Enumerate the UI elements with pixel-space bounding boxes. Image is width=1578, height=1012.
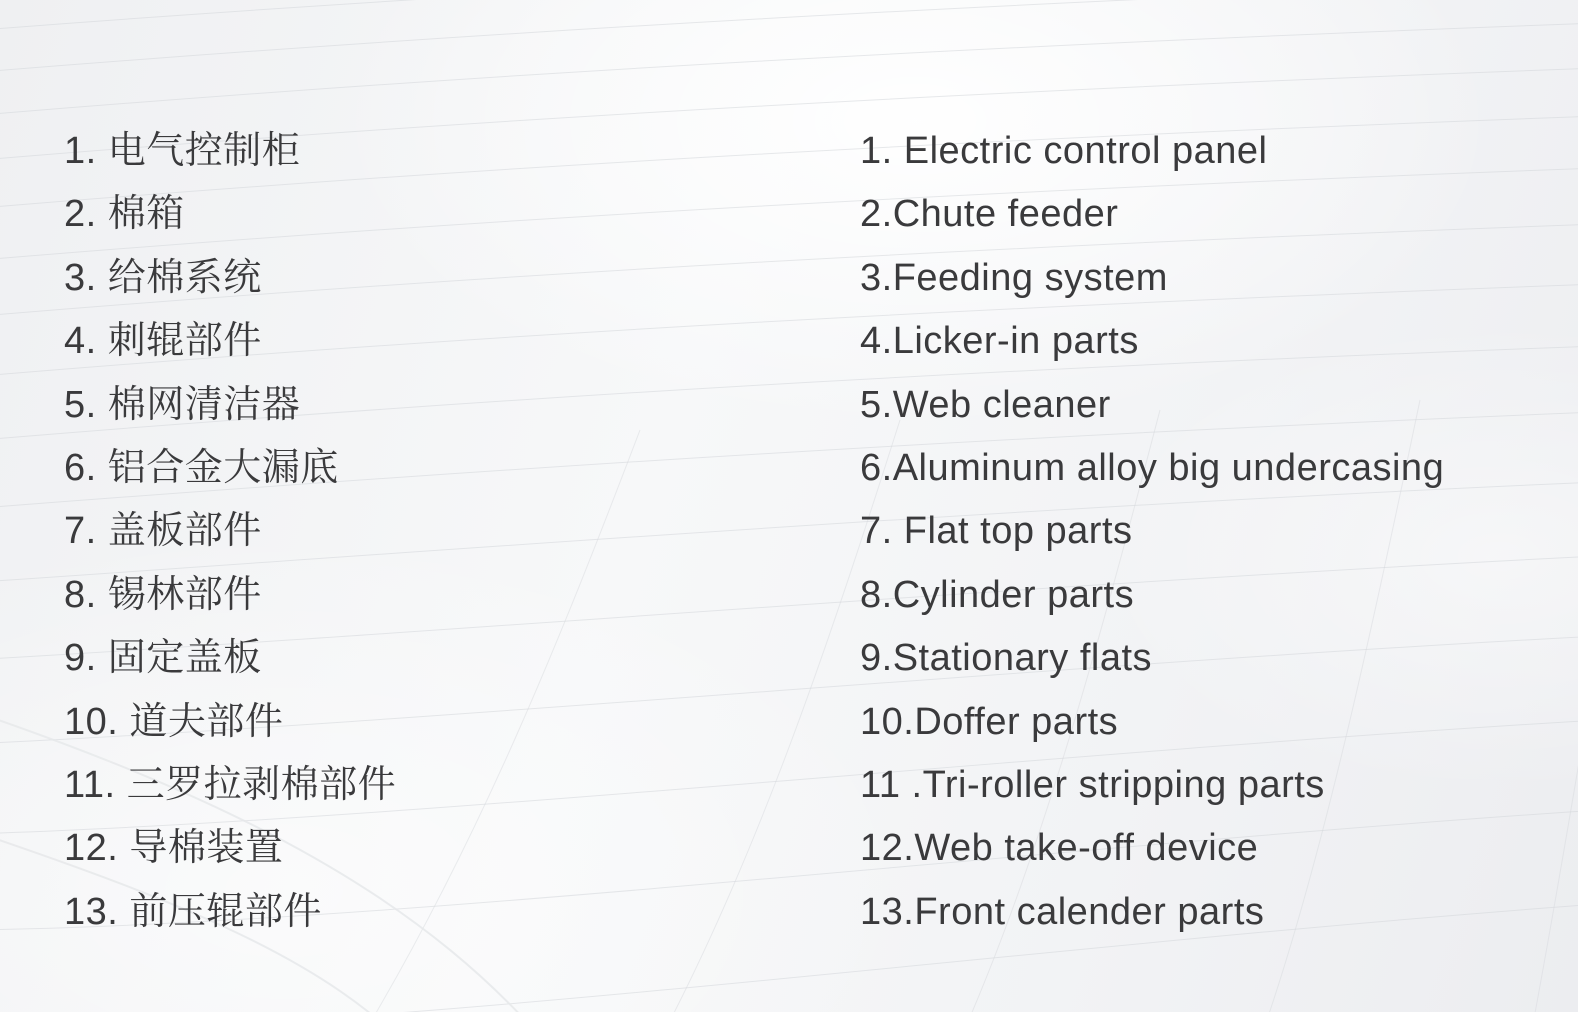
list-item-en-8: 8.Cylinder parts bbox=[860, 573, 1135, 616]
parts-list-english bbox=[860, 120, 1444, 944]
list-item-en-7: 7. Flat top parts bbox=[860, 510, 1133, 553]
list-item-cn-7: 7. 盖板部件 bbox=[64, 510, 262, 553]
list-item-en-1: 1. Electric control panel bbox=[860, 130, 1268, 172]
list-item-en-11: 11 .Tri-roller stripping parts bbox=[860, 763, 1325, 806]
list-item-en-9: 9.Stationary flats bbox=[860, 637, 1153, 680]
list-item-cn-11: 11. 三罗拉剥棉部件 bbox=[64, 763, 397, 806]
list-item-en-2: 2.Chute feeder bbox=[860, 193, 1119, 236]
list-item-en-10: 10.Doffer parts bbox=[860, 700, 1119, 743]
list-item-en-3: 3.Feeding system bbox=[860, 256, 1168, 299]
list-item-cn-2: 2. 棉箱 bbox=[64, 193, 185, 236]
list-item-en-12: 12.Web take-off device bbox=[860, 827, 1259, 870]
list-item-cn-12: 12. 导棉装置 bbox=[64, 827, 284, 870]
list-item-cn-9: 9. 固定盖板 bbox=[64, 637, 262, 680]
list-item-en-4: 4.Licker-in parts bbox=[860, 320, 1139, 363]
list-item-cn-5: 5. 棉网清洁器 bbox=[64, 383, 301, 426]
list-item-en-6: 6.Aluminum alloy big undercasing bbox=[860, 446, 1445, 489]
list-item-en-13: 13.Front calender parts bbox=[860, 890, 1265, 933]
list-item-cn-13: 13. 前压辊部件 bbox=[64, 890, 322, 933]
parts-list-chinese bbox=[64, 120, 396, 944]
list-item-cn-3: 3. 给棉系统 bbox=[64, 256, 262, 299]
list-item-cn-8: 8. 锡林部件 bbox=[64, 573, 262, 616]
list-item-en-5: 5.Web cleaner bbox=[860, 383, 1111, 426]
list-item-cn-6: 6. 铝合金大漏底 bbox=[64, 446, 339, 489]
list-item-cn-4: 4. 刺辊部件 bbox=[64, 320, 262, 363]
list-item-cn-10: 10. 道夫部件 bbox=[64, 700, 284, 743]
list-item-cn-1: 1. 电气控制柜 bbox=[64, 130, 301, 172]
